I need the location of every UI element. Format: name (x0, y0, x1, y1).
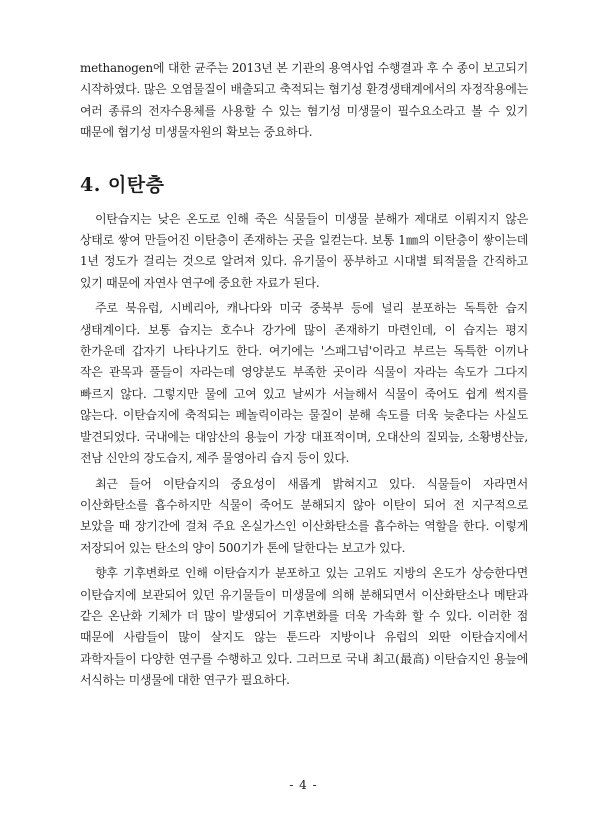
body-paragraph-2: 주로 북유럽, 시베리아, 캐나다와 미국 중북부 등에 널리 분포하는 독특한 습지 생태계이다. 보통 습지는 호수나 강가에 많이 존재하기 마련인데, 이 습지는 평지 한가운데 갑자기 나타나기도 한다. 여기에는 '스패그넘'이라고 부르는 독특한 이끼나 작은 관목과 풀들이 자라는데 영양분도 부족한 곳이라 식물이 자라는 속도가 그다지 빠르지 않다. 그렇지만 물에 고여 있고 날씨가 서늘해서 식물이 죽어도 쉽게 썩지를 않는다. 이탄습지에 축적되는 페놀릭이라는 물질이 분해 속도를 더욱 늦춘다는 사실도 발견되었다. 국내에는 대암산의 용늪이 가장 대표적이며, 오대산의 질뫼늪, 소황병산늪, 전남 신안의 장도습지, 제주 물영아리 습지 등이 있다. (80, 301, 528, 466)
body-paragraph-4: 향후 기후변화로 인해 이탄습지가 분포하고 있는 고위도 지방의 온도가 상승한다면 이탄습지에 보관되어 있던 유기물들이 미생물에 의해 분해되면서 이산화탄소나 메탄과 같은 온난화 기체가 더 많이 발생되어 기후변화를 더욱 가속화 할 수 있다. 이러한 점 때문에 사람들이 많이 살지도 않는 툰드라 지방이나 유럽의 외딴 이탄습지에서 과학자들이 다양한 연구를 수행하고 있다. 그러므로 국내 최고(最高) 이탄습지인 용늪에 서식하는 미생물에 대한 연구가 필요하다. (80, 566, 528, 688)
body-paragraph-3: 최근 들어 이탄습지의 중요성이 새롭게 밝혀지고 있다. 식물들이 자라면서 이산화탄소를 흡수하지만 식물이 죽어도 분해되지 않아 이탄이 되어 전 지구적으로 보았을 때 장기간에 걸쳐 주요 온실가스인 이산화탄소를 흡수하는 역할을 한다. 이렇게 저장되어 있는 탄소의 양이 500기가 톤에 달한다는 보고가 있다. (80, 476, 528, 555)
section-heading: 4. 이탄층 (80, 173, 165, 196)
page-content (80, 58, 528, 692)
page-number: - 4 - (289, 778, 318, 792)
intro-paragraph: methanogen에 대한 균주는 2013년 본 기관의 용역사업 수행결과 후 수 종이 보고되기 시작하였다. 많은 오염물질이 배출되고 축적되는 혐기성 환경생태계에서의 자정작용에는 여러 종류의 전자수용체를 사용할 수 있는 혐기성 미생물이 필수요소라고 볼 수 있기 때문에 혐기성 미생물자원의 확보는 중요하다. (80, 61, 528, 140)
body-paragraph-1: 이탄습지는 낮은 온도로 인해 죽은 식물들이 미생물 분해가 제대로 이뤄지지 않은 상태로 쌓여 만들어진 이탄층이 존재하는 곳을 일컫는다. 보통 1㎜의 이탄층이 쌓이는데 1년 정도가 걸리는 것으로 알려져 있다. 유기물이 풍부하고 시대별 퇴적물을 간직하고 있기 때문에 자연사 연구에 중요한 자료가 된다. (80, 211, 528, 290)
